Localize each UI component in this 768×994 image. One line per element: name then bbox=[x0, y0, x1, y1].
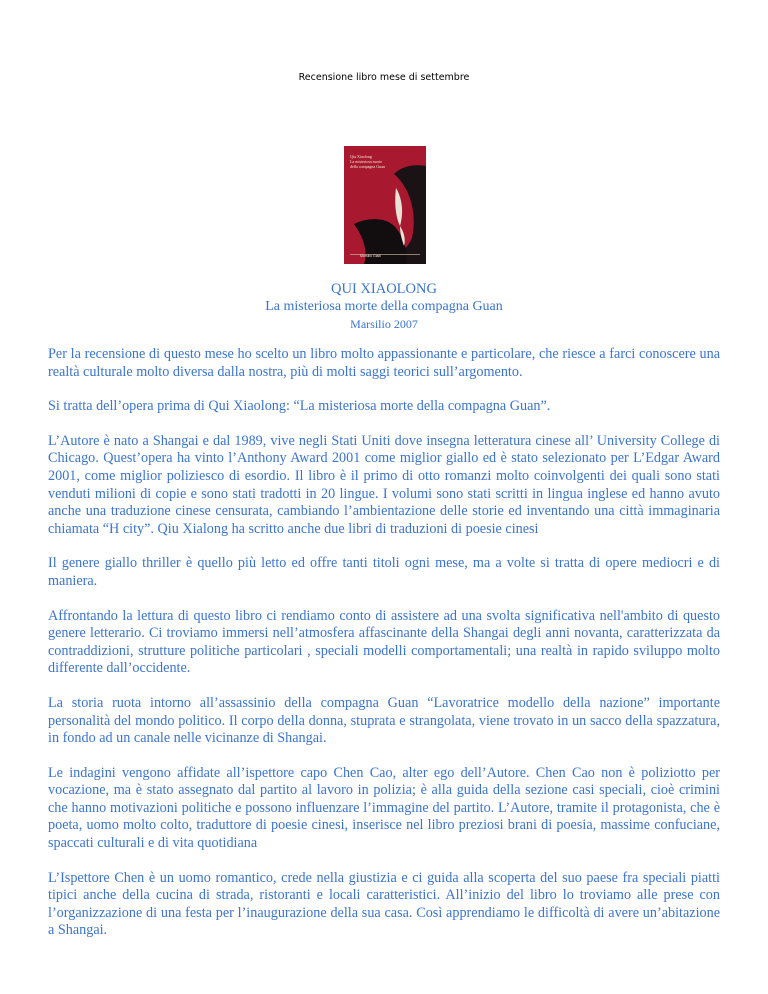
review-paragraph: Il genere giallo thriller è quello più letto ed offre tanti titoli ogni mese, ma a volte si tratta di opere mediocri e di maniera. bbox=[48, 555, 720, 589]
book-title: La misteriosa morte della compagna Guan bbox=[265, 299, 503, 314]
book-publisher-year: Marsilio 2007 bbox=[350, 317, 418, 331]
cover-text-line: La misteriosa morte bbox=[350, 159, 382, 164]
review-paragraph: L’Ispettore Chen è un uomo romantico, crede nella giustizia e ci guida alla scoperta del suo paese fra speciali piatti tipici anche della cucina di strada, ristoranti e locali caratteristici. All’inizio del libro lo troviamo alle prese con l’organizzazione di una festa per l’inaugurazione della sua casa. Così apprendiamo le difficoltà di avere un’abitazione a Shangai. bbox=[48, 869, 720, 939]
cover-text-line: della compagna Guan bbox=[350, 164, 385, 169]
review-paragraph: Per la recensione di questo mese ho scelto un libro molto appassionante e particolare, che riesce a farci conoscere una realtà culturale molto diversa dalla nostra, più di molti saggi teorici sull’argomento. bbox=[48, 346, 720, 380]
review-paragraph: Affrontando la lettura di questo libro ci rendiamo conto di assistere ad una svolta significativa nell'ambito di questo genere letterario. Ci troviamo immersi nell’atmosfera affascinante della Shangai degli anni novanta, caratterizzata da contraddizioni, strutture politiche particolari , speciali modelli comportamentali; una realtà in rapido sviluppo molto differente dall’occidente. bbox=[48, 607, 720, 677]
review-paragraph: La storia ruota intorno all’assassinio della compagna Guan “Lavoratrice modello della nazione” importante personalità del mondo politico. Il corpo della donna, stuprata e strangolata, viene trovato in un sacco della spazzatura, in fondo ad un canale nelle vicinanze di Shangai. bbox=[48, 694, 720, 747]
review-body bbox=[48, 346, 720, 957]
review-paragraph: Si tratta dell’opera prima di Qui Xiaolong: “La misteriosa morte della compagna Guan”. bbox=[48, 398, 551, 415]
cover-title-text bbox=[350, 154, 385, 169]
cover-text-line: Qiu Xiaolong bbox=[350, 154, 372, 159]
review-paragraph: L’Autore è nato a Shangai e dal 1989, vive negli Stati Uniti dove insegna letteratura cinese all’ University College di Chicago. Quest’opera ha vinto l’Anthony Award 2001 come miglior giallo ed è stato selezionato per L’Edgar Award 2001, come miglior poliziesco di esordio. Il libro è il primo di otto romanzi molto coinvolgenti dei quali sono stati venduti milioni di copie e sono stati tradotti in 20 lingue. I volumi sono stati scritti in lingua inglese ed hanno avuto anche una traduzione cinese censurata, cambiando l’ambientazione delle storie ed inventando una città immaginaria chiamata “H city”. Qiu Xialong ha scritto anche due libri di traduzioni di poesie cinesi bbox=[48, 432, 720, 537]
review-paragraph: Le indagini vengono affidate all’ispettore capo Chen Cao, alter ego dell’Autore. Chen Cao non è poliziotto per vocazione, ma è stato assegnato dal partito al lavoro in polizia; è alla guida della sezione casi speciali, cioè crimini che hanno motivazioni politiche e possono influenzare l’immagine del partito. L’Autore, tramite il protagonista, che è poeta, uomo molto colto, traduttore di poesie cinesi, inserisce nel libro preziosi brani di poesia, massime confuciane, spaccati culturali e di vita quotidiana bbox=[48, 764, 720, 852]
cover-publisher-text: Marsilio Gialli bbox=[360, 254, 381, 258]
book-cover-image bbox=[344, 146, 426, 264]
book-author: QUI XIAOLONG bbox=[331, 281, 437, 297]
book-info bbox=[0, 280, 768, 332]
review-header-note: Recensione libro mese di settembre bbox=[298, 72, 470, 83]
